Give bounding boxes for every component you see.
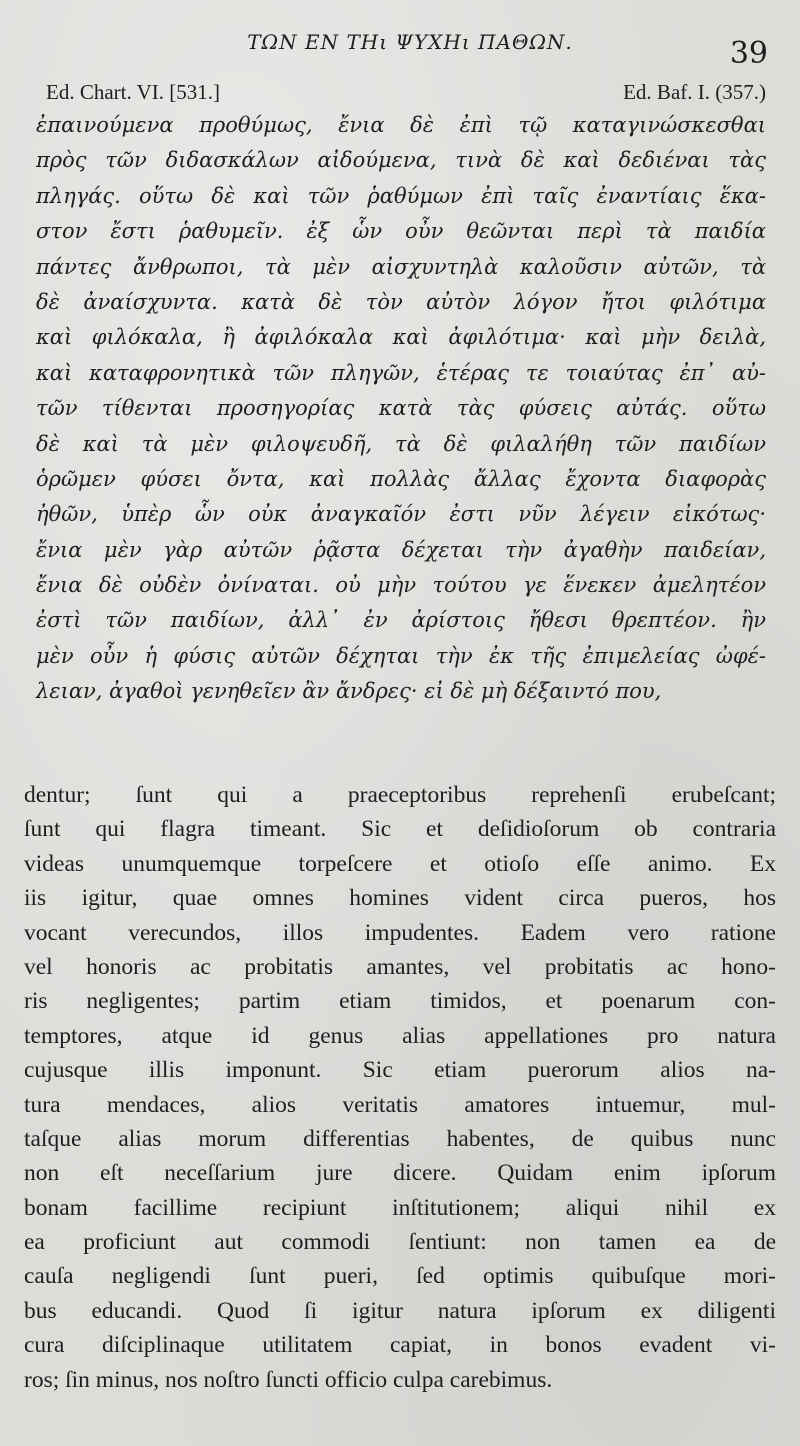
latin-line: taſque alias morum differentias habentes, de quibus nunc bbox=[24, 1125, 776, 1152]
latin-line: vocant verecundos, illos impudentes. Eadem vero ratione bbox=[24, 919, 776, 946]
greek-line: καὶ φιλόκαλα, ἢ ἀφιλόκαλα καὶ ἀφιλότιμα· καὶ μὴν δειλὰ, bbox=[36, 325, 766, 350]
latin-line: tura mendaces, alios veritatis amatores intuemur, mul- bbox=[24, 1091, 776, 1118]
latin-line: cauſa negligendi ſunt pueri, ſed optimis quibuſque mori- bbox=[24, 1263, 776, 1290]
greek-line: ἔνια μὲν γὰρ αὐτῶν ῥᾷστα δέχεται τὴν ἀγαθὴν παιδείαν, bbox=[36, 537, 766, 562]
latin-line: videas unumquemque torpeſcere et otioſo eſſe animo. Ex bbox=[24, 850, 776, 877]
greek-line: λειαν, ἀγαθοὶ γενηθεῖεν ἂν ἄνδρες· εἰ δὲ μὴ δέξαιντό που, bbox=[36, 679, 662, 704]
edition-reference-left: Ed. Chart. VI. [531.] bbox=[46, 80, 220, 104]
greek-text-block bbox=[36, 108, 766, 710]
latin-text-block bbox=[24, 778, 776, 1397]
latin-line: vel honoris ac probitatis amantes, vel probitatis ac hono- bbox=[24, 953, 776, 980]
greek-line: ἔνια δὲ οὐδὲν ὀνίναται. οὐ μὴν τούτου γε ἕνεκεν ἀμελητέον bbox=[36, 573, 766, 598]
greek-line: ἠθῶν, ὑπὲρ ὧν οὐκ ἀναγκαῖόν ἐστι νῦν λέγειν εἰκότως· bbox=[36, 502, 766, 527]
greek-line: τῶν τίθενται προσηγορίας κατὰ τὰς φύσεις αὐτάς. οὕτω bbox=[36, 396, 766, 421]
latin-line: non eſt neceſſarium jure dicere. Quidam enim ipſorum bbox=[24, 1160, 776, 1187]
latin-line: cujusque illis imponunt. Sic etiam puerorum alios na- bbox=[24, 1057, 776, 1084]
greek-line: στον ἔστι ῥαθυμεῖν. ἐξ ὧν οὖν θεῶνται περὶ τὰ παιδία bbox=[36, 219, 766, 244]
greek-line: ὁρῶμεν φύσει ὄντα, καὶ πολλὰς ἄλλας ἔχοντα διαφορὰς bbox=[36, 466, 766, 491]
latin-line: dentur; ſunt qui a praeceptoribus reprehenſi erubeſcant; bbox=[24, 782, 776, 808]
latin-line: ea proficiunt aut commodi ſentiunt: non tamen ea de bbox=[24, 1229, 776, 1256]
greek-line: δὲ καὶ τὰ μὲν φιλοψευδῆ, τὰ δὲ φιλαλήθη τῶν παιδίων bbox=[36, 431, 766, 456]
latin-line: ros; ſin minus, nos noſtro ſuncti officio culpa carebimus. bbox=[24, 1366, 553, 1393]
latin-line: iis igitur, quae omnes homines vident circa pueros, hos bbox=[24, 885, 776, 912]
edition-reference-right: Ed. Baf. I. (357.) bbox=[623, 80, 766, 104]
greek-line: πρὸς τῶν διδασκάλων αἰδούμενα, τινὰ δὲ καὶ δεδιέναι τὰς bbox=[36, 148, 766, 173]
greek-line: δὲ ἀναίσχυντα. κατὰ δὲ τὸν αὐτὸν λόγον ἤτοι φιλότιμα bbox=[36, 289, 766, 314]
greek-line: καὶ καταφρονητικὰ τῶν πληγῶν, ἑτέρας τε τοιαύτας ἐπ᾽ αὐ- bbox=[36, 360, 766, 385]
latin-line: bonam facillime recipiunt inſtitutionem; aliqui nihil ex bbox=[24, 1194, 776, 1221]
latin-line: cura diſciplinaque utilitatem capiat, in bonos evadent vi- bbox=[24, 1332, 776, 1359]
greek-line: πληγάς. οὕτω δὲ καὶ τῶν ῥαθύμων ἐπὶ ταῖς ἐναντίαις ἕκα- bbox=[36, 183, 766, 208]
running-head: ΤΩΝ ΕΝ ΤΗι ΨΥΧΗι ΠΑΘΩΝ. bbox=[247, 30, 573, 54]
greek-line: ἐπαινούμενα προθύμως, ἔνια δὲ ἐπὶ τῷ καταγινώσκεσθαι bbox=[36, 113, 766, 137]
latin-line: ſunt qui flagra timeant. Sic et deſidioſorum ob contraria bbox=[24, 816, 776, 843]
greek-line: πάντες ἄνθρωποι, τὰ μὲν αἰσχυντηλὰ καλοῦσιν αὐτῶν, τὰ bbox=[36, 254, 766, 279]
page-number: 39 bbox=[729, 36, 768, 71]
latin-line: ris negligentes; partim etiam timidos, et poenarum con- bbox=[24, 988, 776, 1015]
greek-line: μὲν οὖν ἡ φύσις αὐτῶν δέχηται τὴν ἐκ τῆς ἐπιμελείας ὠφέ- bbox=[36, 643, 766, 668]
latin-line: temptores, atque id genus alias appellationes pro natura bbox=[24, 1022, 776, 1049]
latin-line: bus educandi. Quod ſi igitur natura ipſorum ex diligenti bbox=[24, 1297, 776, 1324]
greek-line: ἐστὶ τῶν παιδίων, ἀλλ᾽ ἐν ἀρίστοις ἤθεσι θρεπτέον. ἢν bbox=[36, 608, 766, 633]
